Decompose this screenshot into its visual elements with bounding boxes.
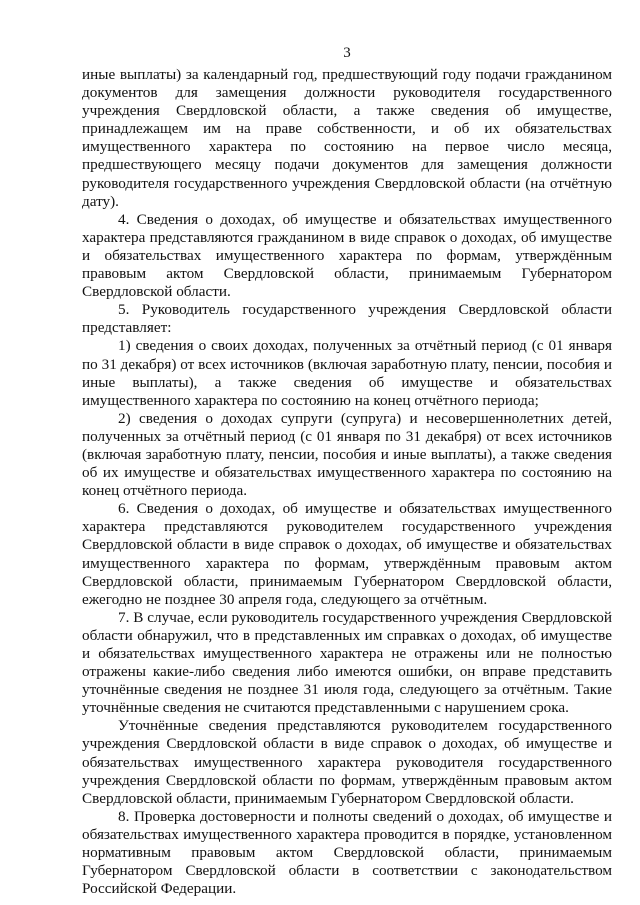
- paragraph-continuation: иные выплаты) за календарный год, предшествующий году подачи гражданином документов для замещения должности руководителя государственного учреждения Свердловской области, а также сведения об имуществе, принадлежащем им на праве собственности, и об их обязательствах имущественного характера по состоянию на первое число месяца, предшествующего месяцу подачи документов для замещения должности руководителя государственного учреждения Свердловской области (на отчётную дату).: [82, 66, 612, 210]
- document-body: [82, 66, 612, 898]
- paragraph-item-4: 4. Сведения о доходах, об имуществе и обязательствах имущественного характера представляются гражданином в виде справок о доходах, об имуществе и обязательствах имущественного характера по формам, утверждённым правовым актом Свердловской области, принимаемым Губернатором Свердловской области.: [82, 210, 612, 301]
- paragraph-item-7: 7. В случае, если руководитель государственного учреждения Свердловской области обнаружил, что в представленных им справках о доходах, об имуществе и обязательствах имущественного характера не отражены или не полностью отражены какие-либо сведения либо имеются ошибки, он вправе представить уточнённые сведения не позднее 31 июля года, следующего за отчётным. Такие уточнённые сведения не считаются представленными с нарушением срока.: [82, 608, 612, 717]
- page-number: 3: [343, 45, 351, 61]
- paragraph-item-6: 6. Сведения о доходах, об имуществе и обязательствах имущественного характера представляются руководителем государственного учреждения Свердловской области в виде справок о доходах, об имуществе и обязательствах имущественного характера по формам, утверждённым правовым актом Свердловской области, принимаемым Губернатором Свердловской области, ежегодно не позднее 30 апреля года, следующего за отчётным.: [82, 500, 612, 608]
- paragraph-item-5: 5. Руководитель государственного учреждения Свердловской области представляет:: [82, 301, 612, 337]
- paragraph-item-5-1: 1) сведения о своих доходах, полученных за отчётный период (с 01 января по 31 декабря) от всех источников (включая заработную плату, пенсии, пособия и иные выплаты), а также сведения об имуществе и обязательствах имущественного характера по состоянию на конец отчётного периода;: [82, 337, 612, 409]
- paragraph-item-5-2: 2) сведения о доходах супруги (супруга) и несовершеннолетних детей, полученных за отчётный период (с 01 января по 31 декабря) от всех источников (включая заработную плату, пенсии, пособия и иные выплаты), а также сведения об их имуществе и обязательствах имущественного характера по состоянию на конец отчётного периода.: [82, 409, 612, 500]
- paragraph-item-8: 8. Проверка достоверности и полноты сведений о доходах, об имуществе и обязательствах имущественного характера проводится в порядке, установленном нормативным правовым актом Свердловской области, принимаемым Губернатором Свердловской области в соответствии с законодательством Российской Федерации.: [82, 807, 612, 898]
- paragraph-clarified-info: Уточнённые сведения представляются руководителем государственного учреждения Свердловской области в виде справок о доходах, об имуществе и обязательствах имущественного характера руководителя государственного учреждения Свердловской области по формам, утверждённым правовым актом Свердловской области, принимаемым Губернатором Свердловской области.: [82, 717, 612, 807]
